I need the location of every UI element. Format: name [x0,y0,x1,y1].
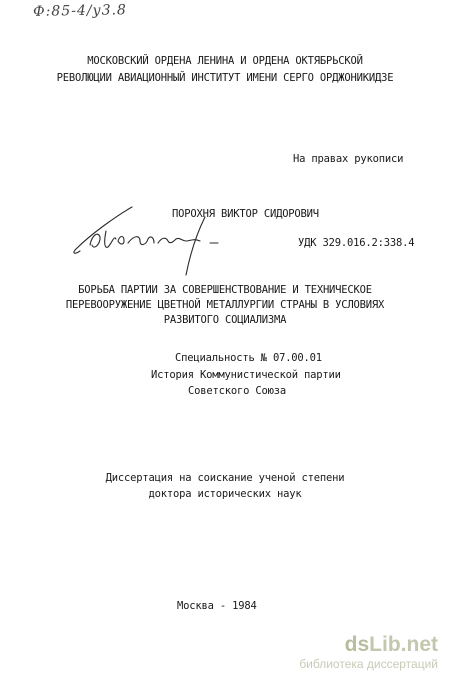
specialty-code: Специальность № 07.00.01 [175,352,322,364]
dslib-watermark [299,634,438,671]
rights-note: На правах рукописи [293,153,404,165]
institution-line-1: МОСКОВСКИЙ ОРДЕНА ЛЕНИНА И ОРДЕНА ОКТЯБРЬСКОЙ [87,55,363,67]
institution-line-2: РЕВОЛЮЦИИ АВИАЦИОННЫЙ ИНСТИТУТ ИМЕНИ СЕРГО ОРДЖОНИКИДЗЕ [56,72,394,84]
specialty-name-line-1: История Коммунистической партии [151,369,341,381]
dissertation-line-1: Диссертация на соискание ученой степени [105,472,345,484]
author-name: ПОРОХНЯ ВИКТОР СИДОРОВИЧ [172,208,319,220]
specialty-name-line-2: Советского Союза [188,385,286,397]
place-and-year: Москва - 1984 [177,600,257,612]
title-line-2: ПЕРЕВООРУЖЕНИЕ ЦВЕТНОЙ МЕТАЛЛУРГИИ СТРАНЫ В УСЛОВИЯХ [65,299,385,311]
dslib-logo-rest: Lib.net [369,633,438,656]
title-line-1: БОРЬБА ПАРТИИ ЗА СОВЕРШЕНСТВОВАНИЕ И ТЕХНИЧЕСКОЕ [78,284,372,296]
dslib-logo [299,634,438,656]
dslib-subtitle: библиотека диссертаций [299,657,438,671]
dslib-logo-ds: ds [344,633,370,656]
dissertation-line-2: доктора исторических наук [148,488,302,500]
title-line-3: РАЗВИТОГО СОЦИАЛИЗМА [163,314,287,326]
handwritten-signature [70,205,240,277]
handwritten-catalog-note: Ф:85-4/у3.8 [32,2,128,20]
udc-code: УДК 329.016.2:338.4 [298,237,415,249]
